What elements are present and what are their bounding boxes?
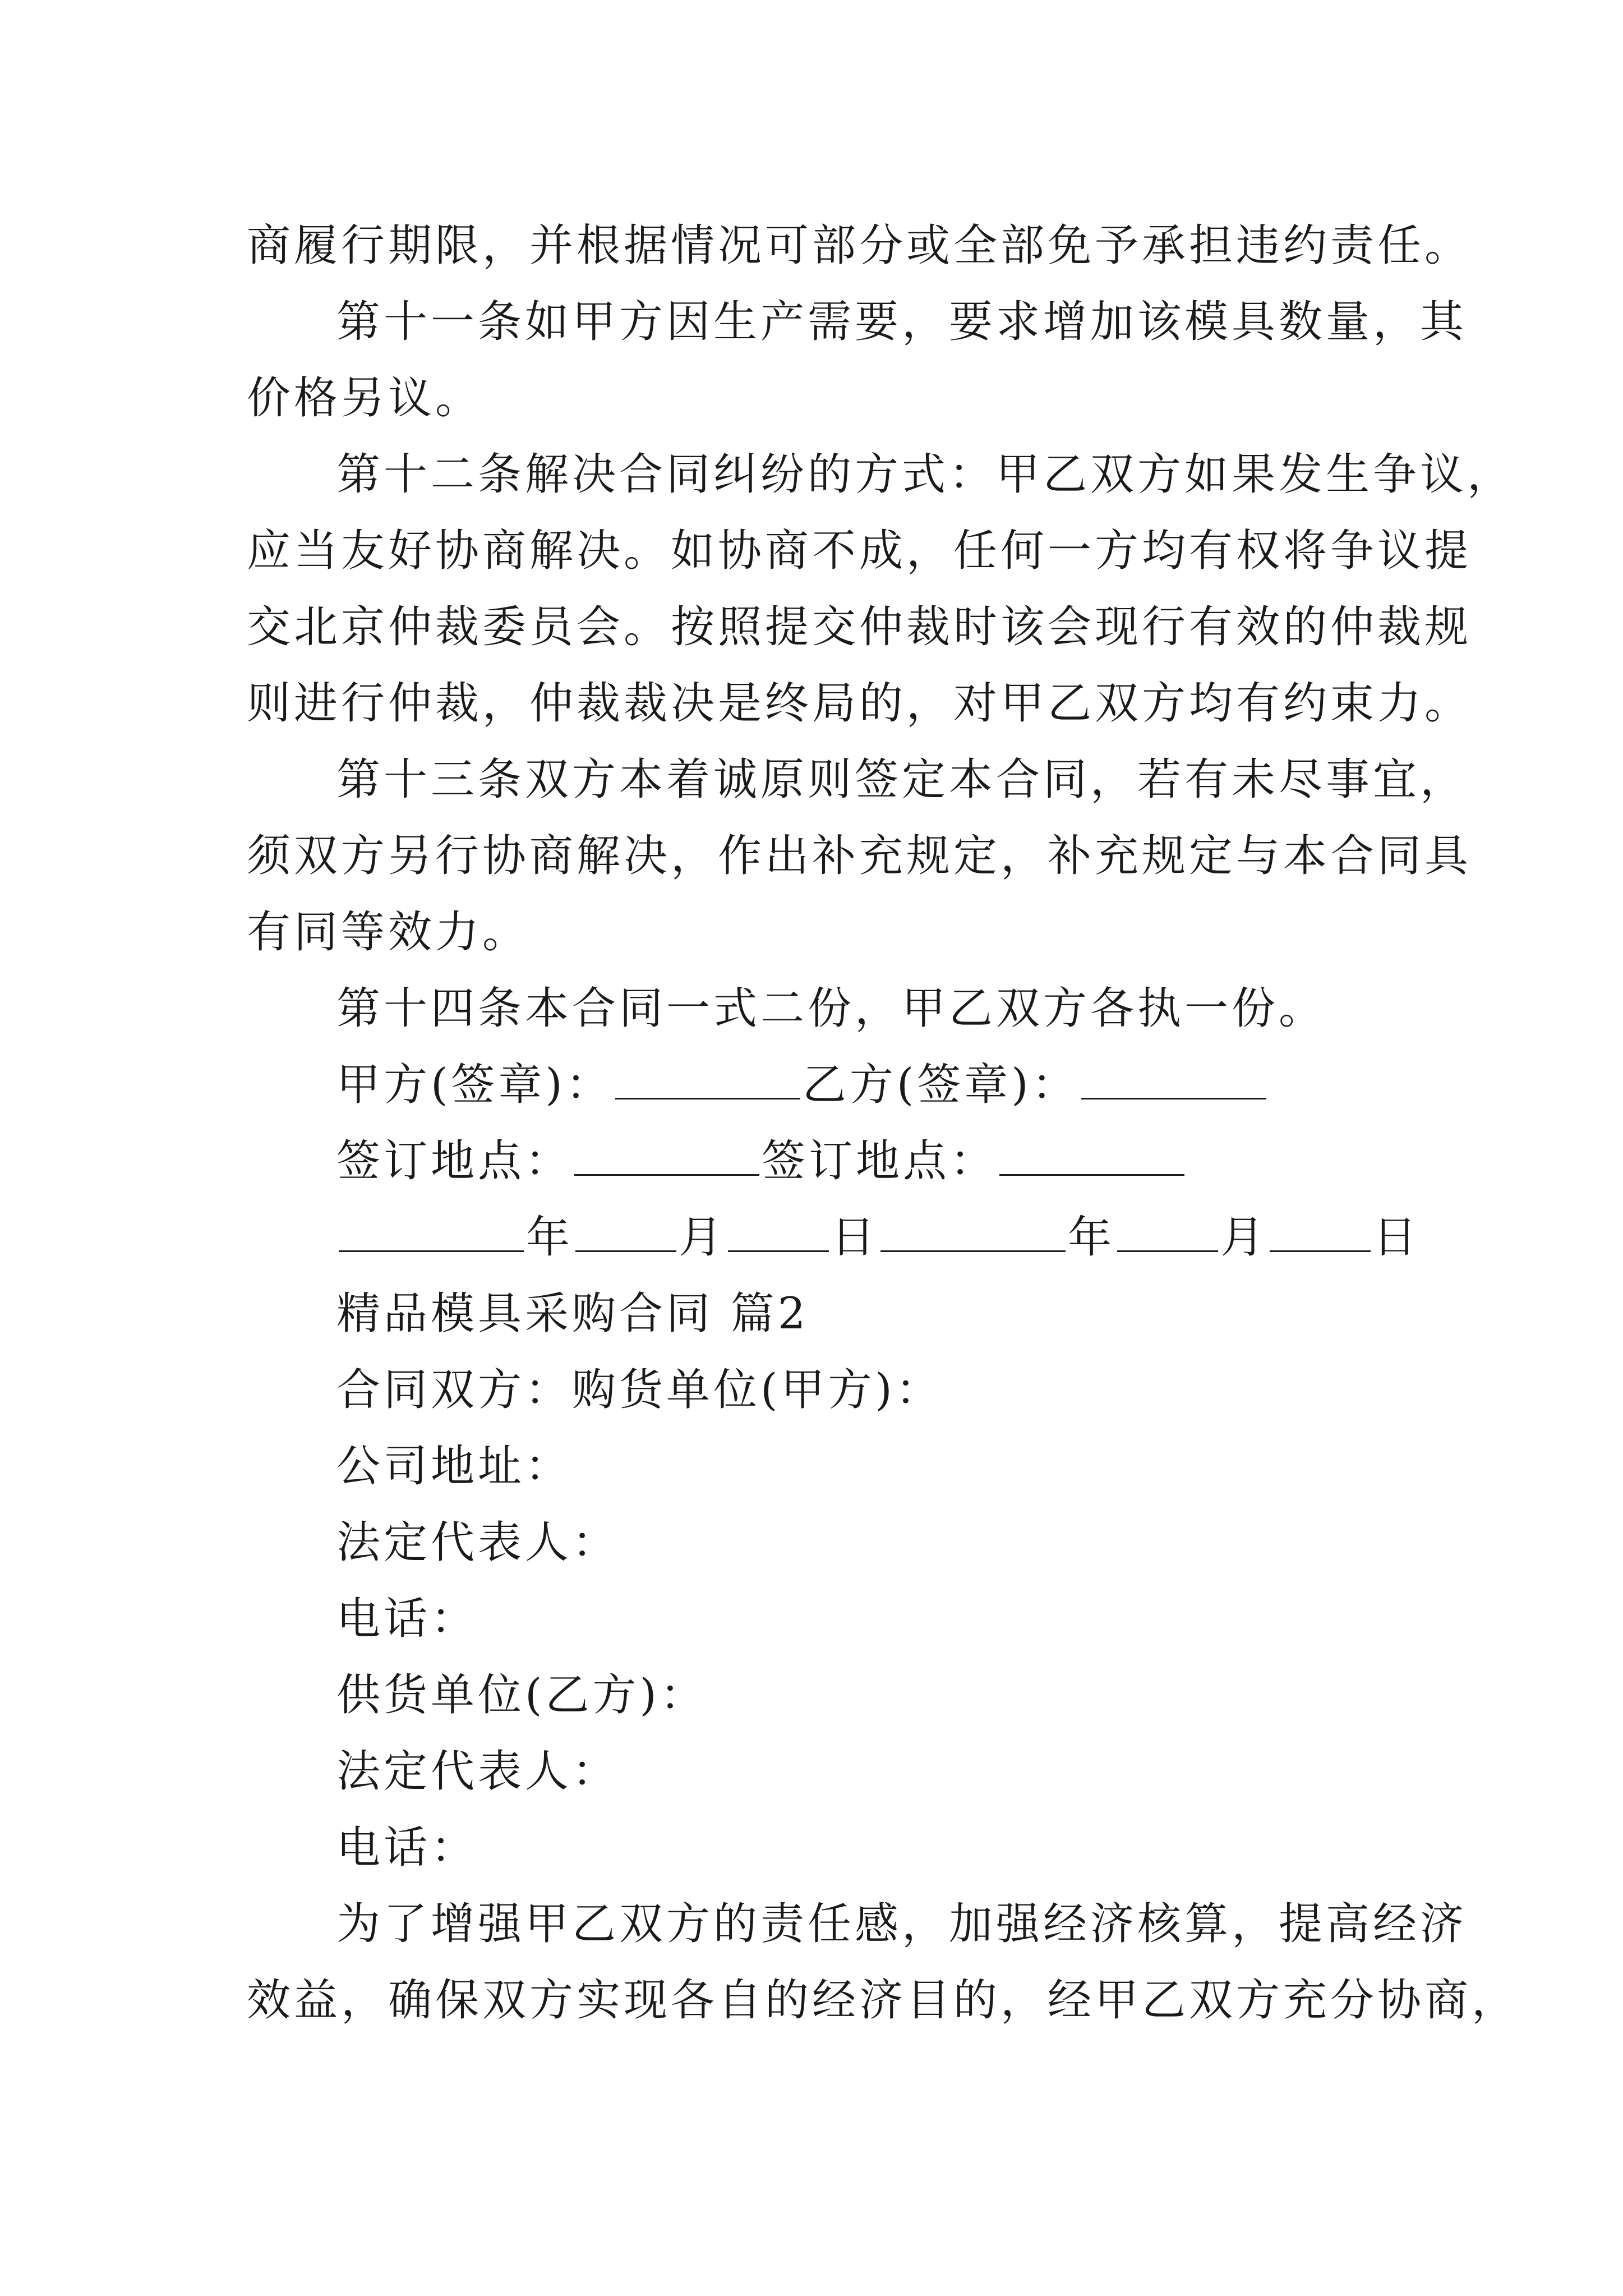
section-2-title: 精品模具采购合同 篇2 [336,1289,809,1339]
intro-line-1: 为了增强甲乙双方的责任感，加强经济核算，提高经济 [336,1899,1468,1949]
clause-11-line-1: 第十一条如甲方因生产需要，要求增加该模具数量，其 [336,297,1468,347]
party-b-signature-label: 乙方(签章)： [802,1060,1079,1110]
document-page [247,208,1519,2039]
party-b-day-blank [1270,1207,1371,1252]
party-a-year-blank [339,1207,524,1252]
clause-12-line-3: 交北京仲裁委员会。按照提交仲裁时该会现行有效的仲裁规 [247,602,1472,652]
company-address-line: 公司地址： [336,1441,573,1492]
day-label-b: 日 [1373,1212,1421,1263]
text-line: 商履行期限，并根据情况可部分或全部免予承担违约责任。 [247,220,1472,271]
intro-line-2: 效益，确保双方实现各自的经济目的，经甲乙双方充分协商， [247,1975,1519,2026]
day-label: 日 [831,1212,879,1263]
party-b-year-blank [880,1207,1066,1252]
party-b-representative-line: 法定代表人： [336,1746,620,1797]
clause-13-line-3: 有同等效力。 [247,907,530,958]
signature-row [247,1047,1391,1123]
signing-place-row [247,1123,1391,1199]
clause-12-line-1: 第十二条解决合同纠纷的方式：甲乙双方如果发生争议， [336,449,1515,500]
party-a-place-blank [574,1130,759,1176]
party-a-month-blank [575,1207,676,1252]
clause-12-line-2: 应当友好协商解决。如协商不成，任何一方均有权将争议提 [247,526,1472,576]
clause-11-line-2: 价格另议。 [247,373,483,424]
year-label: 年 [526,1212,574,1263]
supplier-line: 供货单位(乙方)： [336,1670,707,1720]
clause-14-line: 第十四条本合同一式二份，甲乙双方各执一份。 [336,983,1326,1034]
party-a-phone-line: 电话： [336,1594,478,1644]
party-a-place-label: 签订地点： [336,1136,573,1186]
party-a-representative-line: 法定代表人： [336,1517,620,1568]
party-a-signature-blank [615,1054,800,1099]
contract-parties-line: 合同双方：购货单位(甲方)： [336,1365,943,1415]
party-a-day-blank [728,1207,829,1252]
year-label-b: 年 [1068,1212,1115,1263]
clause-13-line-2: 须双方另行协商解决，作出补充规定，补充规定与本合同具 [247,831,1472,881]
party-b-place-blank [999,1130,1184,1176]
month-label: 月 [679,1212,726,1263]
party-b-month-blank [1117,1207,1218,1252]
clause-12-line-4: 则进行仲裁，仲裁裁决是终局的，对甲乙双方均有约束力。 [247,678,1472,729]
month-label-b: 月 [1220,1212,1268,1263]
clause-13-line-1: 第十三条双方本着诚原则签定本合同，若有未尽事宜， [336,754,1468,805]
date-row [247,1199,1421,1276]
party-b-phone-line: 电话： [336,1823,478,1873]
party-b-place-label: 签订地点： [762,1136,998,1186]
party-b-signature-blank [1081,1054,1266,1099]
party-a-signature-label: 甲方(签章)： [336,1060,613,1110]
